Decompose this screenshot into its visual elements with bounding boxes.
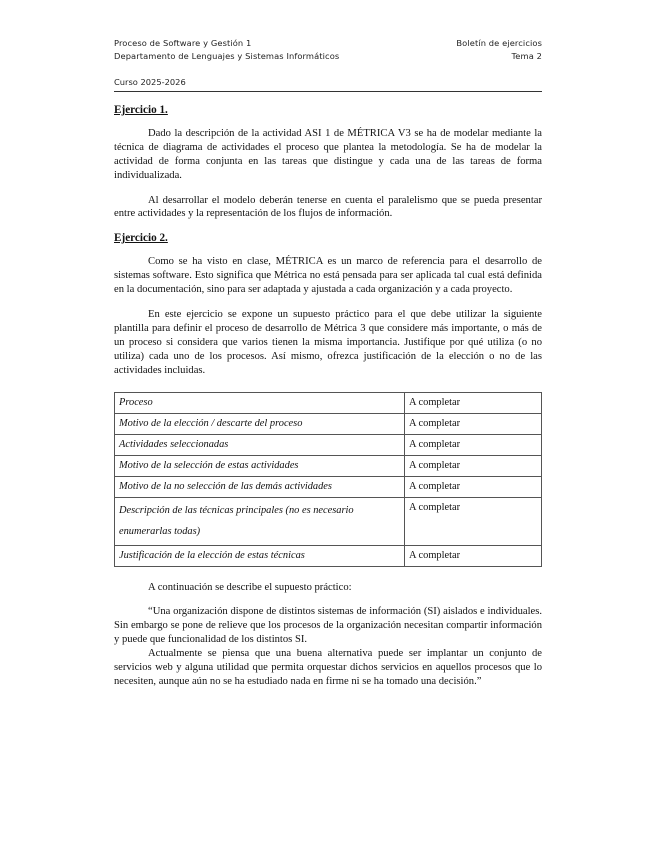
page-header [114, 37, 542, 63]
table-row-value: A completar [405, 434, 542, 455]
document-body [114, 104, 542, 689]
table-row [115, 413, 542, 434]
table-row [115, 476, 542, 497]
exercise-1-paragraph-1: Dado la descripción de la actividad ASI 1 de MÉTRICA V3 se ha de modelar mediante la técnica de diagrama de actividades el proceso que plantea la metodología. Se ha de modelar la actividad de forma conjunta en las tareas que distingue y cada una de las tareas de forma individualizada. [114, 127, 542, 181]
table-row [115, 455, 542, 476]
table-row-value: A completar [405, 455, 542, 476]
table-row-value: A completar [405, 413, 542, 434]
table-row-label: Motivo de la no selección de las demás actividades [115, 476, 405, 497]
table-row [115, 545, 542, 566]
table-row-label: Justificación de la elección de estas técnicas [115, 545, 405, 566]
case-study-quote-1: “Una organización dispone de distintos sistemas de información (SI) aislados e individuales. Sin embargo se pone de relieve que los procesos de la organización necesitan compartir información y puede que funcionalidad de los distintos SI. [114, 606, 542, 646]
header-divider [114, 91, 542, 92]
exercise-2-title: Ejercicio 2. [114, 232, 168, 245]
table-row-label: Proceso [115, 392, 405, 413]
exercise-1-title: Ejercicio 1. [114, 104, 168, 116]
exercise-2-paragraph-2: En este ejercicio se expone un supuesto práctico para el que debe utilizar la siguiente plantilla para definir el proceso de desarrollo de Métrica 3 que considere más importante, o más de un proceso si considera que varios tienen la misma importancia. Justifique por qué utiliza (o no utiliza) cada uno de los procesos. Así mismo, ofrezca justificación de la elección o no de las actividades incluidas. [114, 308, 542, 376]
table-row [115, 392, 542, 413]
header-course-name: Proceso de Software y Gestión 1 [114, 38, 252, 48]
table-row-value: A completar [405, 392, 542, 413]
header-topic: Tema 2 [511, 51, 542, 61]
table-row-value: A completar [405, 545, 542, 566]
table-row-value: A completar [405, 497, 542, 545]
table-row [115, 497, 542, 545]
header-doc-type: Boletín de ejercicios [456, 38, 542, 48]
header-department: Departamento de Lenguajes y Sistemas Informáticos [114, 51, 340, 61]
exercise-2-paragraph-1: Como se ha visto en clase, MÉTRICA es un marco de referencia para el desarrollo de sistemas software. Esto significa que Métrica no está pensada para ser aplicada tal cual está definida en la documentación, sino para ser adaptada y ajustada a cada organización y a cada proyecto. [114, 256, 542, 296]
process-template-table [114, 392, 542, 567]
header-year: Curso 2025-2026 [114, 77, 186, 87]
table-row-label: Actividades seleccionadas [115, 434, 405, 455]
exercise-2-paragraph-3: A continuación se describe el supuesto práctico: [148, 581, 352, 593]
exercise-1-paragraph-2: Al desarrollar el modelo deberán tenerse en cuenta el paralelismo que se pueda presentar entre actividades y la representación de los flujos de información. [114, 194, 542, 220]
table-row-value: A completar [405, 476, 542, 497]
table-row [115, 434, 542, 455]
table-row-label: Descripción de las técnicas principales (no es necesario enumerarlas todas) [115, 497, 405, 545]
case-study-quote-2: Actualmente se piensa que una buena alternativa puede ser implantar un conjunto de servicios web y alguna utilidad que permita orquestar dichos servicios en aquellos procesos que lo necesiten, aunque aún no se ha estudiado nada en firme ni se ha tomado una decisión.” [114, 648, 542, 687]
table-row-label: Motivo de la selección de estas actividades [115, 455, 405, 476]
table-row-label: Motivo de la elección / descarte del proceso [115, 413, 405, 434]
